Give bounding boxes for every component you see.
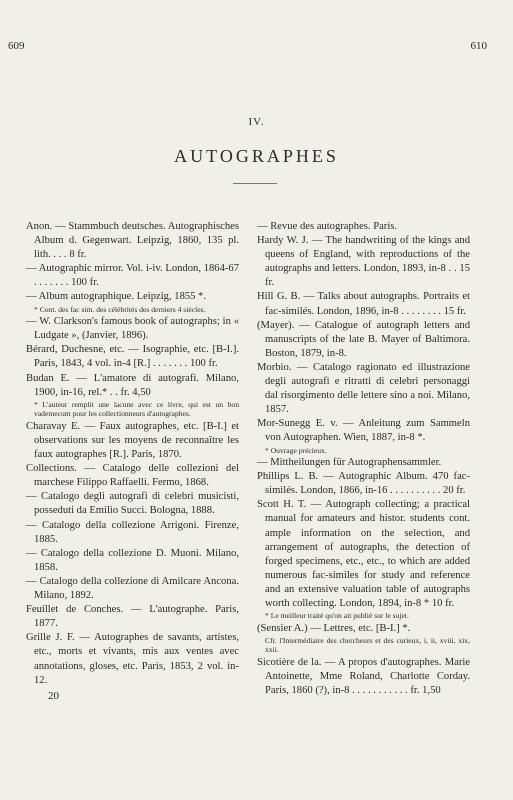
entry: Feuillet de Conches. — L'autographe. Paris, 1877. — [26, 604, 239, 630]
entry: Scott H. T. — Autograph collecting; a practical manual for amateurs and histor. students cont. ample information on the selection, and arrangement of autographs, the detection of forged specimens, etc., etc., to which are added numerous fac-similes for study and reference and an extensive valuation table of autographs worth collecting. London, 1894, in-8 * 10 fr. — [257, 499, 470, 610]
entry-note: * L'auteur remplit une lacune avec ce livre, qui est un bon vademecum pour les collectionneurs d'autographes. — [34, 399, 239, 419]
signature-mark: 20 — [48, 689, 59, 702]
page-number-right: 610 — [470, 40, 487, 52]
entry: — Mittheilungen für Autographensammler. — [257, 457, 442, 469]
entry: Bérard, Duchesne, etc. — Isographie, etc. [B-I.]. Paris, 1843, 4 vol. in-4 [R.] . . . . . . . 100 fr. — [26, 344, 239, 370]
section-number: IV. — [248, 116, 265, 128]
entry: (Sensier A.) — Lettres, etc. [B-I.] *. — [257, 622, 411, 634]
entry: Budan E. — L'amatore di autografi. Milano, 1900, in-16, rel.* . . fr. 4,50 — [26, 372, 239, 398]
entry: — Revue des autographes. Paris. — [257, 221, 398, 232]
left-column — [26, 220, 239, 704]
entry: Collections. — Catalogo delle collezioni del marchese Filippo Raffaelli. Fermo, 1868. — [26, 463, 239, 489]
entry: Anon. — Stammbuch deutsches. Autographisches Album d. Gegenwart. Leipzig, 1860, 135 pl. lith. . . . 8 fr. — [26, 221, 239, 261]
entry: Phillips L. B. — Autographic Album. 470 fac-similés. London, 1866, in-16 . . . . . . . . . . 20 fr. — [257, 471, 470, 497]
entry: — Catalogo della collezione Arrigoni. Firenze, 1885. — [26, 519, 239, 545]
entry: — Catalogo della collezione di Amilcare Ancona. Milano, 1892. — [26, 575, 239, 602]
entry: (Mayer). — Catalogue of autograph letters and manuscripts of the late B. Mayer of Baltimora. Boston, 1879, in-8. — [257, 319, 470, 359]
entry: — Catalogo della collezione D. Muoni. Milano, 1858. — [26, 547, 239, 573]
entry: Grille J. F. — Autographes de savants, artistes, etc., morts et vivants, mis aux ventes avec annotations, gloses, etc. Paris, 1853, 2 vol. in-12. — [26, 632, 239, 686]
entry: — W. Clarkson's famous book of autographs; in « Ludgate », (Janvier, 1896). — [26, 316, 239, 342]
entry-note: Cfr. l'Intermédiaire des chercheurs et des curieux, i, ii, xviii, xix, xxii. — [265, 635, 470, 655]
entry: — Catalogo degli autografi di celebri musicisti, posseduti da Emilio Succi. Bologna, 1888. — [26, 491, 239, 517]
entry: Charavay E. — Faux autographes, etc. [B-I.] et observations sur les moyens de reconnaître les faux autographes [R.]. Paris, 1870. — [26, 420, 239, 461]
entry-note: * Le meilleur traité qu'on ait publié sur le sujet. — [265, 611, 409, 621]
page-title: AUTOGRAPHES — [174, 146, 339, 166]
entry: Hill G. B. — Talks about autographs. Portraits et fac-similés. London, 1896, in-8 . . . . . . . . 15 fr. — [257, 291, 470, 317]
entry-note: * Ouvrage précieux. — [265, 445, 327, 455]
entry: Mor-Sunegg E. v. — Anleitung zum Sammeln von Autographen. Wien, 1887, in-8 *. — [257, 418, 470, 444]
entry: Morbio. — Catalogo ragionato ed illustrazione degli autografi e ritratti di celebri personaggi dal risorgimento delle lettere sino a noi. Milano, 1857. — [257, 361, 470, 416]
entry: — Album autographique. Leipzig, 1855 *. — [26, 291, 207, 303]
entry: Sicotière de la. — A propos d'autographes. Marie Antoinette, Mme Roland, Charlotte Corday. Paris, 1860 (?), in-8 . . . . . . . . . . . fr. 1,50 — [257, 657, 470, 697]
page-number-left: 609 — [8, 40, 25, 52]
entry: — Autographic mirror. Vol. i-iv. London, 1864-67 . . . . . . . 100 fr. — [26, 263, 239, 289]
entry-note: * Cont. des fac sim. des célébrités des derniers 4 siècles. — [34, 304, 206, 314]
entry: Hardy W. J. — The handwriting of the kings and queens of England, with reproductions of the autographs and letters. London, 1893, in-8 . . 15 fr. — [257, 235, 470, 289]
title-rule — [233, 183, 277, 184]
right-column — [257, 220, 470, 698]
